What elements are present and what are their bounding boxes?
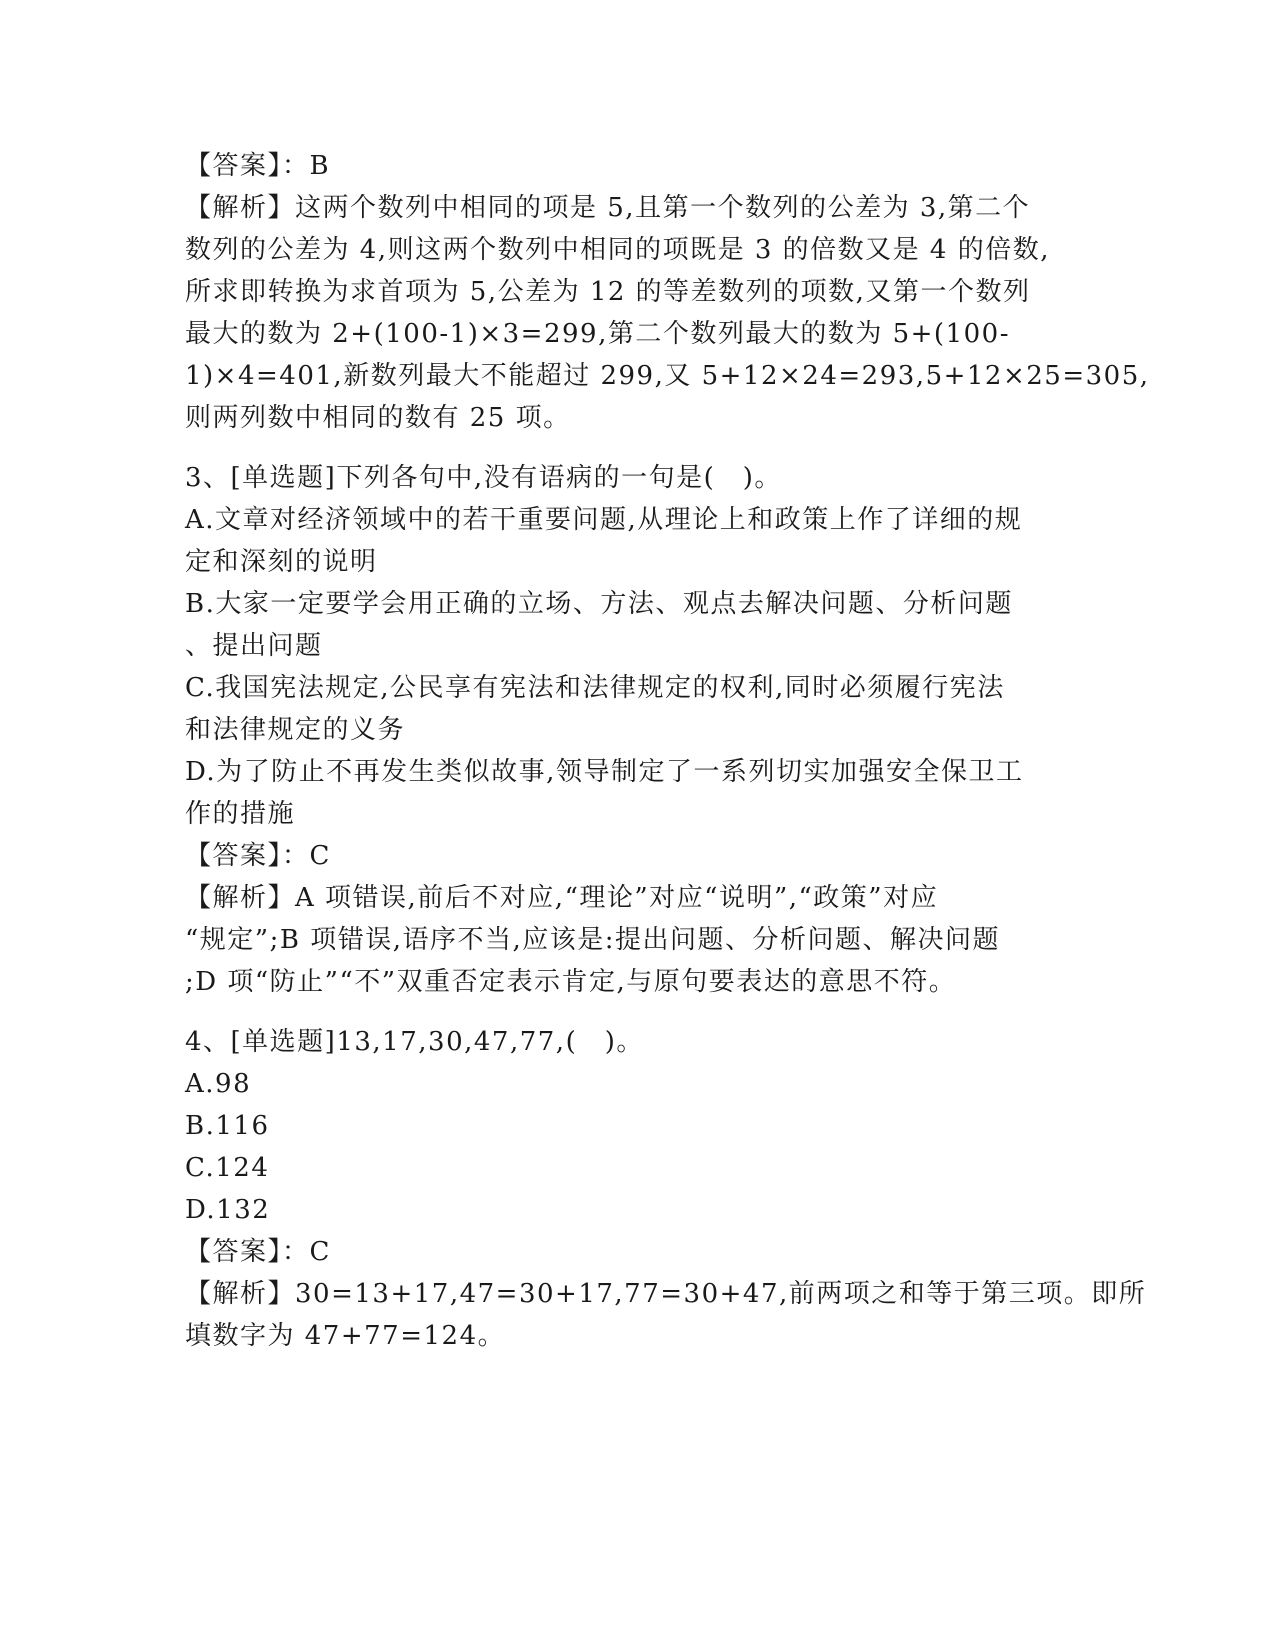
q3-analysis-line: ;D 项“防止”“不”双重否定表示肯定,与原句要表达的意思不符。 (185, 967, 957, 997)
q2-analysis-line: 所求即转换为求首项为 5,公差为 12 的等差数列的项数,又第一个数列 (185, 277, 1031, 307)
q3-question: 3、[单选题]下列各句中,没有语病的一句是( )。 (185, 463, 782, 493)
q3-option-b: B.大家一定要学会用正确的立场、方法、观点去解决问题、分析问题 (185, 589, 1013, 619)
document-content (185, 145, 1150, 1357)
q3-option-c-cont: 和法律规定的义务 (185, 715, 406, 745)
q2-analysis-line: 数列的公差为 4,则这两个数列中相同的项既是 3 的倍数又是 4 的倍数, (185, 235, 1050, 265)
q3-option-a: A.文章对经济领域中的若干重要问题,从理论上和政策上作了详细的规 (185, 505, 1023, 535)
q4-option-c: C.124 (185, 1153, 270, 1183)
q3-answer: 【答案】：C (185, 841, 331, 871)
q4-answer: 【答案】：C (185, 1237, 331, 1267)
q3-analysis-line: “规定”;B 项错误,语序不当,应该是:提出问题、分析问题、解决问题 (185, 925, 1001, 955)
q2-analysis-line: 【解析】这两个数列中相同的项是 5,且第一个数列的公差为 3,第二个 (185, 193, 1031, 223)
q3-analysis-line: 【解析】A 项错误,前后不对应,“理论”对应“说明”,“政策”对应 (185, 883, 939, 913)
q3-option-a-cont: 定和深刻的说明 (185, 547, 378, 577)
q2-analysis-line: 则两列数中相同的数有 25 项。 (185, 403, 571, 433)
section-gap (185, 439, 1085, 457)
section-gap (185, 1003, 1085, 1021)
q4-analysis-line: 【解析】30=13+17,47=30+17,77=30+47,前两项之和等于第三项。即所 (185, 1279, 1147, 1309)
q2-analysis-line: 最大的数为 2+(100-1)×3=299,第二个数列最大的数为 5+(100- (185, 319, 1010, 349)
q3-option-b-cont: 、提出问题 (185, 631, 323, 661)
q3-option-c: C.我国宪法规定,公民享有宪法和法律规定的权利,同时必须履行宪法 (185, 673, 1005, 703)
q4-option-a: A.98 (185, 1069, 252, 1099)
q3-option-d: D.为了防止不再发生类似故事,领导制定了一系列切实加强安全保卫工 (185, 757, 1024, 787)
q3-option-d-cont: 作的措施 (185, 799, 296, 829)
q4-option-b: B.116 (185, 1111, 270, 1141)
q4-question: 4、[单选题]13,17,30,47,77,( )。 (185, 1027, 644, 1057)
q4-option-d: D.132 (185, 1195, 271, 1225)
q4-analysis-line: 填数字为 47+77=124。 (185, 1321, 506, 1351)
q2-answer: 【答案】：B (185, 151, 331, 181)
q2-analysis-line: 1)×4=401,新数列最大不能超过 299,又 5+12×24=293,5+12×25=305, (185, 361, 1150, 391)
